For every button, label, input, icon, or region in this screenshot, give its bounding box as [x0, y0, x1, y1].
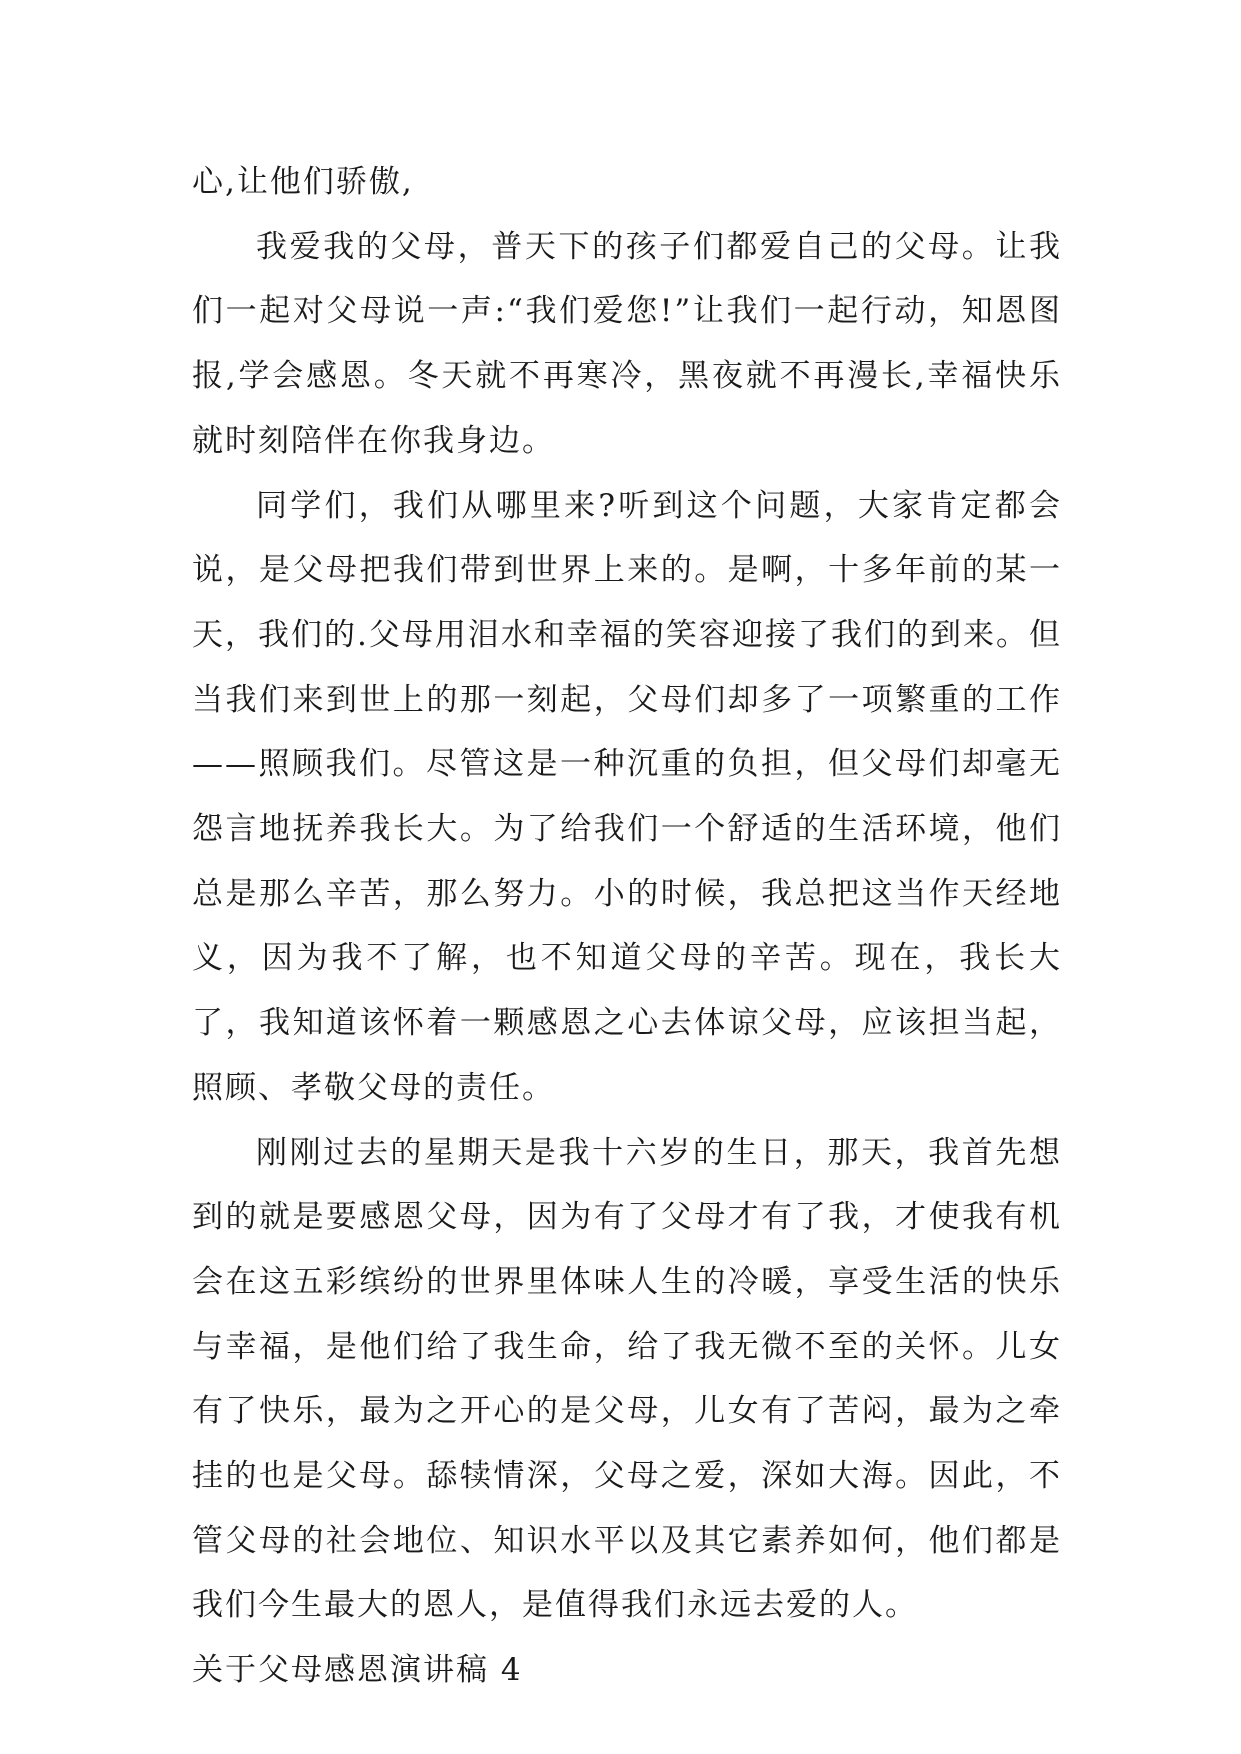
paragraph-love-parents: 我爱我的父母，普天下的孩子们都爱自己的父母。让我们一起对父母说一声:“我们爱您!”让我们一起行动，知恩图报,学会感恩。冬天就不再寒冷，黑夜就不再漫长,幸福快乐就时刻陪伴在你我身边。 [192, 228, 1062, 459]
paragraph-where-we-come-from: 同学们，我们从哪里来?听到这个问题，大家肯定都会说，是父母把我们带到世界上来的。是啊，十多年前的某一天，我们的.父母用泪水和幸福的笑容迎接了我们的到来。但当我们来到世上的那一刻起，父母们却多了一项繁重的工作——照顾我们。尽管这是一种沉重的负担，但父母们却毫无怨言地抚养我长大。为了给我们一个舒适的生活环境，他们总是那么辛苦，那么努力。小的时候，我总把这当作天经地义，因为我不了解，也不知道父母的辛苦。现在，我长大了，我知道该怀着一颗感恩之心去体谅父母，应该担当起，照顾、孝敬父母的责任。 [192, 487, 1062, 1106]
paragraph-sixteenth-birthday: 刚刚过去的星期天是我十六岁的生日，那天，我首先想到的就是要感恩父母，因为有了父母才有了我，才使我有机会在这五彩缤纷的世界里体味人生的冷暖，享受生活的快乐与幸福，是他们给了我生命，给了我无微不至的关怀。儿女有了快乐，最为之开心的是父母，儿女有了苦闷，最为之牵挂的也是父母。舔犊情深，父母之爱，深如大海。因此，不管父母的社会地位、知识水平以及其它素养如何，他们都是我们今生最大的恩人，是值得我们永远去爱的人。 [192, 1134, 1062, 1624]
document-body [192, 150, 1062, 1703]
paragraph-continuation: 心,让他们骄傲, [192, 164, 414, 200]
section-heading: 关于父母感恩演讲稿 4 [192, 1652, 523, 1689]
